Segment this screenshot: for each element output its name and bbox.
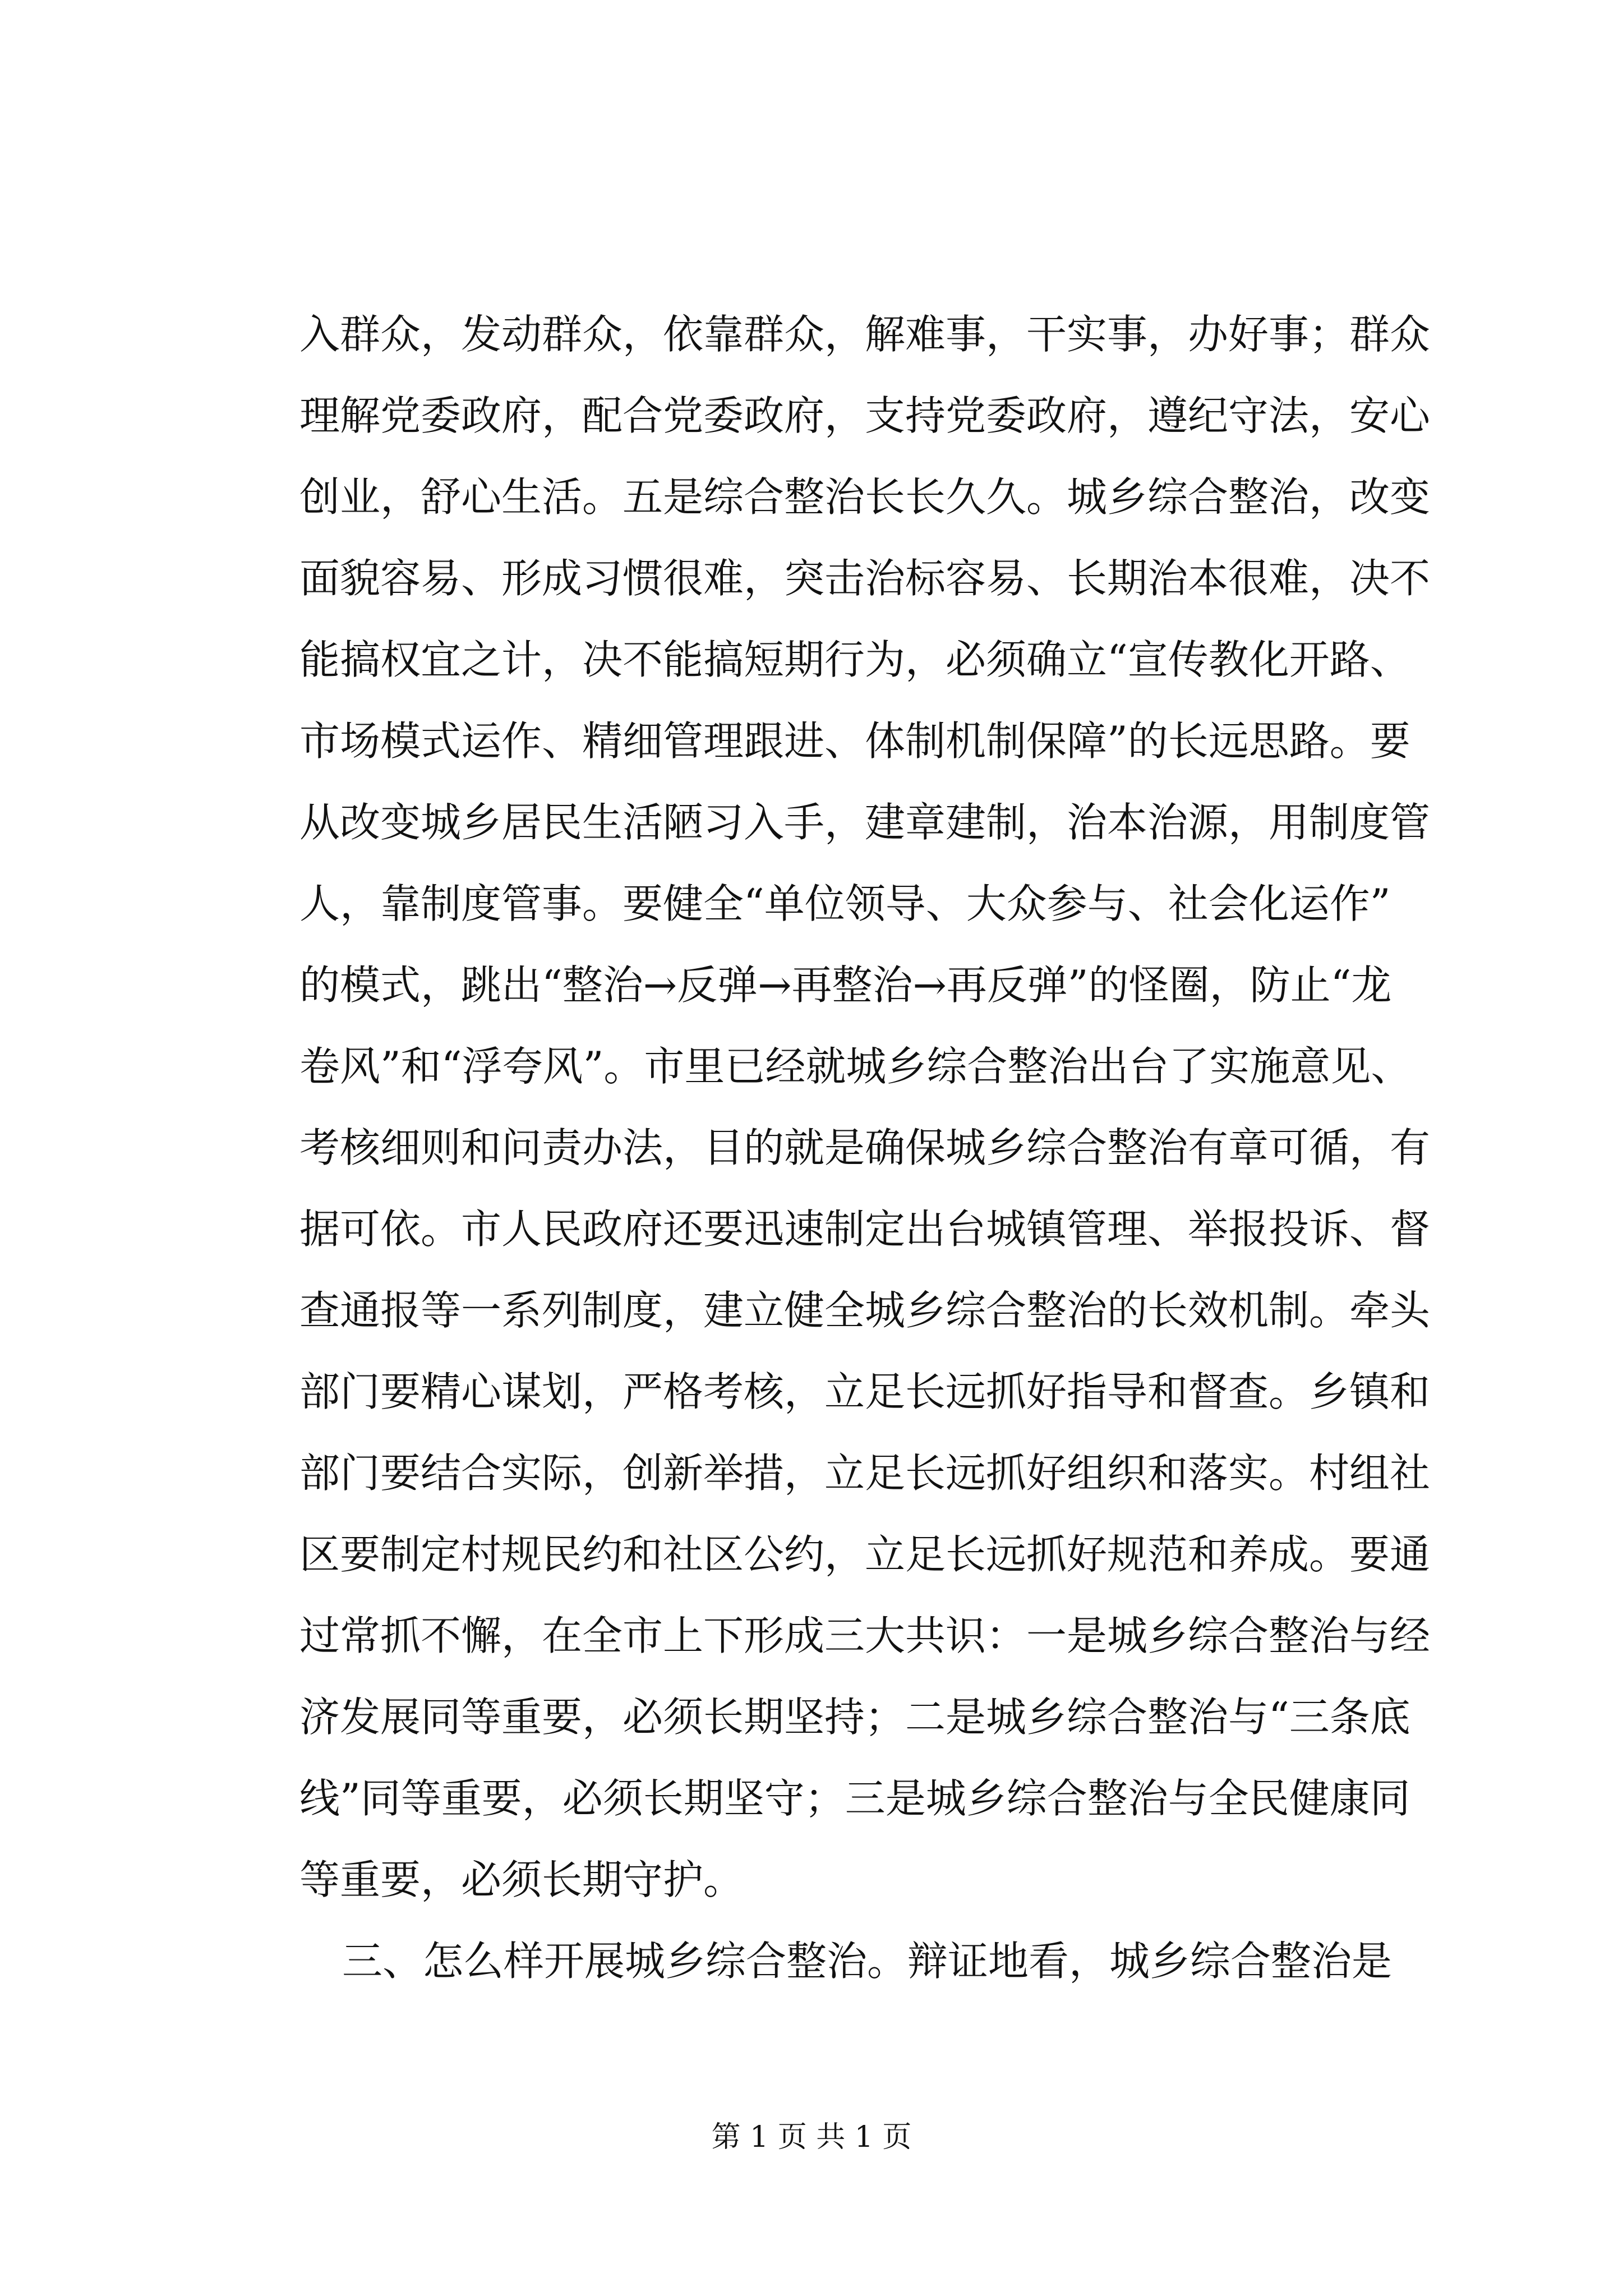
text-line: 据可依。市人民政府还要迅速制定出台城镇管理、举报投诉、督 (299, 1205, 1431, 1253)
text-line: 人，靠制度管事。要健全“单位领导、大众参与、社会化运作” (299, 880, 1391, 927)
text-line: 查通报等一系列制度，建立健全城乡综合整治的长效机制。牵头 (299, 1287, 1431, 1334)
text-line: 入群众，发动群众，依靠群众，解难事，干实事，办好事；群众 (299, 311, 1431, 358)
text-line: 的模式，跳出“整治→反弹→再整治→再反弹”的怪圈，防止“龙 (299, 961, 1392, 1009)
text-line: 面貌容易、形成习惯很难，突击治标容易、长期治本很难，决不 (299, 555, 1431, 602)
text-line: 部门要精心谋划，严格考核，立足长远抓好指导和督查。乡镇和 (299, 1368, 1431, 1415)
text-line: 等重要，必须长期守护。 (299, 1856, 744, 1903)
text-line: 济发展同等重要，必须长期坚持；二是城乡综合整治与“三条底 (299, 1694, 1410, 1741)
text-line: 理解党委政府，配合党委政府，支持党委政府，遵纪守法，安心 (299, 392, 1431, 439)
text-line: 市场模式运作、精细管理跟进、体制机制保障”的长远思路。要 (299, 717, 1410, 765)
text-line: 创业，舒心生活。五是综合整治长长久久。城乡综合整治，改变 (299, 473, 1431, 521)
text-line: 能搞权宜之计，决不能搞短期行为，必须确立“宣传教化开路、 (299, 636, 1410, 683)
text-line: 过常抓不懈，在全市上下形成三大共识：一是城乡综合整治与经 (299, 1612, 1431, 1659)
text-line: 考核细则和问责办法，目的就是确保城乡综合整治有章可循，有 (299, 1124, 1431, 1171)
text-line: 区要制定村规民约和社区公约，立足长远抓好规范和养成。要通 (299, 1531, 1431, 1578)
text-line: 线”同等重要，必须长期坚守；三是城乡综合整治与全民健康同 (299, 1775, 1410, 1822)
section-heading-line: 三、怎么样开展城乡综合整治。辩证地看，城乡综合整治是 (342, 1938, 1393, 1985)
text-line: 卷风”和“浮夸风”。市里已经就城乡综合整治出台了实施意见、 (299, 1043, 1412, 1090)
text-line: 部门要结合实际，创新举措，立足长远抓好组织和落实。村组社 (299, 1450, 1431, 1497)
text-line: 从改变城乡居民生活陋习入手，建章建制，治本治源，用制度管 (299, 799, 1431, 846)
page-footer: 第 1 页 共 1 页 (711, 2120, 912, 2154)
